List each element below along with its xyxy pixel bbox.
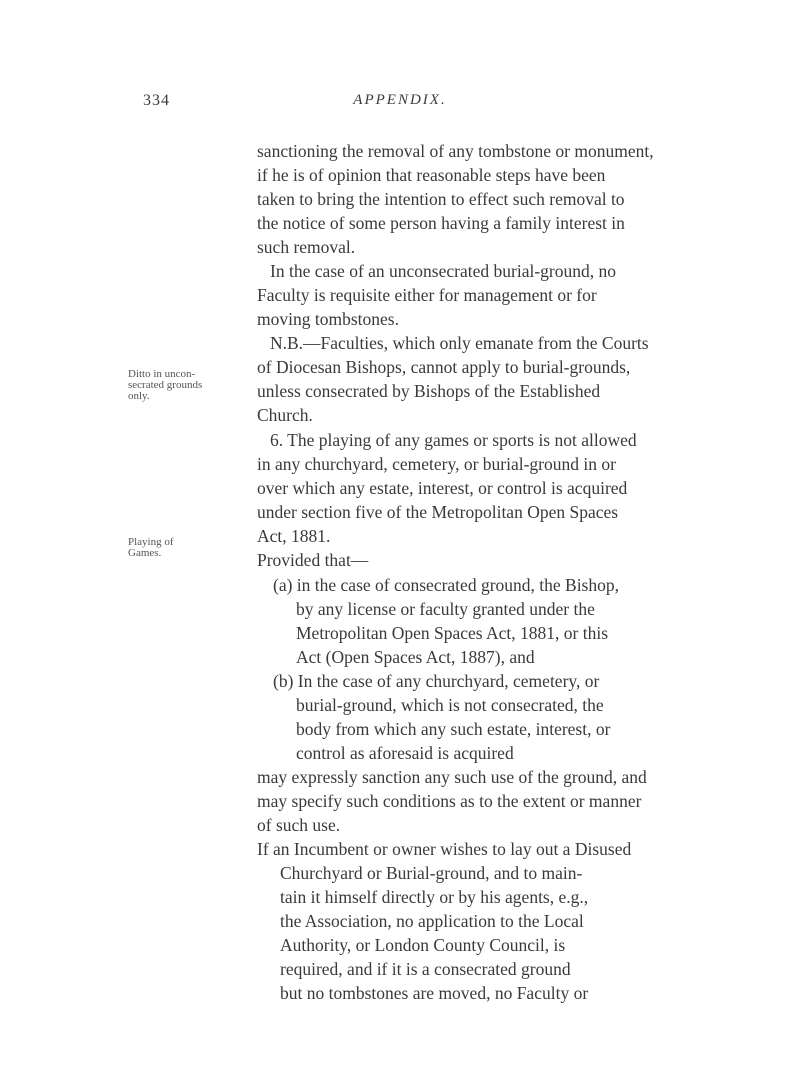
body-line: if he is of opinion that reasonable steps have been — [257, 165, 606, 185]
body-line: Act (Open Spaces Act, 1887), and — [296, 647, 535, 667]
margin-note-line: Games. — [128, 547, 162, 559]
body-line: tain it himself directly or by his agents, e.g., — [280, 887, 589, 907]
running-head: APPENDIX. — [353, 92, 447, 108]
body-line: Provided that— — [257, 550, 369, 570]
body-line: under section five of the Metropolitan Open Spaces — [257, 502, 619, 522]
body-line: such removal. — [257, 237, 356, 257]
body-line: moving tombstones. — [257, 309, 399, 329]
margin-note-line: only. — [128, 390, 150, 402]
body-line: Churchyard or Burial-ground, and to main- — [280, 863, 583, 883]
page-number: 334 — [143, 92, 170, 109]
body-line: Metropolitan Open Spaces Act, 1881, or this — [296, 623, 609, 643]
body-line: the Association, no application to the Local — [280, 911, 584, 931]
body-line: of such use. — [257, 815, 341, 835]
body-line: N.B.—Faculties, which only emanate from the Courts — [270, 333, 649, 353]
body-line: (a) in the case of consecrated ground, the Bishop, — [273, 575, 619, 595]
body-line: If an Incumbent or owner wishes to lay out a Disused — [257, 839, 632, 859]
body-line: over which any estate, interest, or control is acquired — [257, 478, 628, 498]
margin-note-line: secrated grounds — [128, 379, 203, 391]
body-line: 6. The playing of any games or sports is not allowed — [270, 430, 637, 450]
margin-note-line: Ditto in uncon- — [128, 368, 196, 380]
body-line: required, and if it is a consecrated ground — [280, 959, 571, 979]
body-line: by any license or faculty granted under the — [296, 599, 595, 619]
body-line: the notice of some person having a family interest in — [257, 213, 625, 233]
body-line: burial-ground, which is not consecrated, the — [296, 695, 604, 715]
body-line: sanctioning the removal of any tombstone or monument, — [257, 141, 654, 161]
body-line: Church. — [257, 405, 313, 425]
body-line: body from which any such estate, interest, or — [296, 719, 611, 739]
body-line: Act, 1881. — [257, 526, 331, 546]
body-line: In the case of an unconsecrated burial-ground, no — [270, 261, 616, 281]
body-line: unless consecrated by Bishops of the Established — [257, 381, 601, 401]
body-line: taken to bring the intention to effect such removal to — [257, 189, 625, 209]
body-line: of Diocesan Bishops, cannot apply to burial-grounds, — [257, 357, 631, 377]
body-line: control as aforesaid is acquired — [296, 743, 514, 763]
body-line: may expressly sanction any such use of the ground, and — [257, 767, 647, 787]
margin-note-line: Playing of — [128, 536, 174, 548]
body-line: may specify such conditions as to the extent or manner — [257, 791, 642, 811]
body-line: Authority, or London County Council, is — [280, 935, 566, 955]
body-line: Faculty is requisite either for management or for — [257, 285, 597, 305]
body-line: (b) In the case of any churchyard, cemetery, or — [273, 671, 600, 691]
body-line: but no tombstones are moved, no Faculty or — [280, 983, 589, 1003]
body-line: in any churchyard, cemetery, or burial-ground in or — [257, 454, 616, 474]
